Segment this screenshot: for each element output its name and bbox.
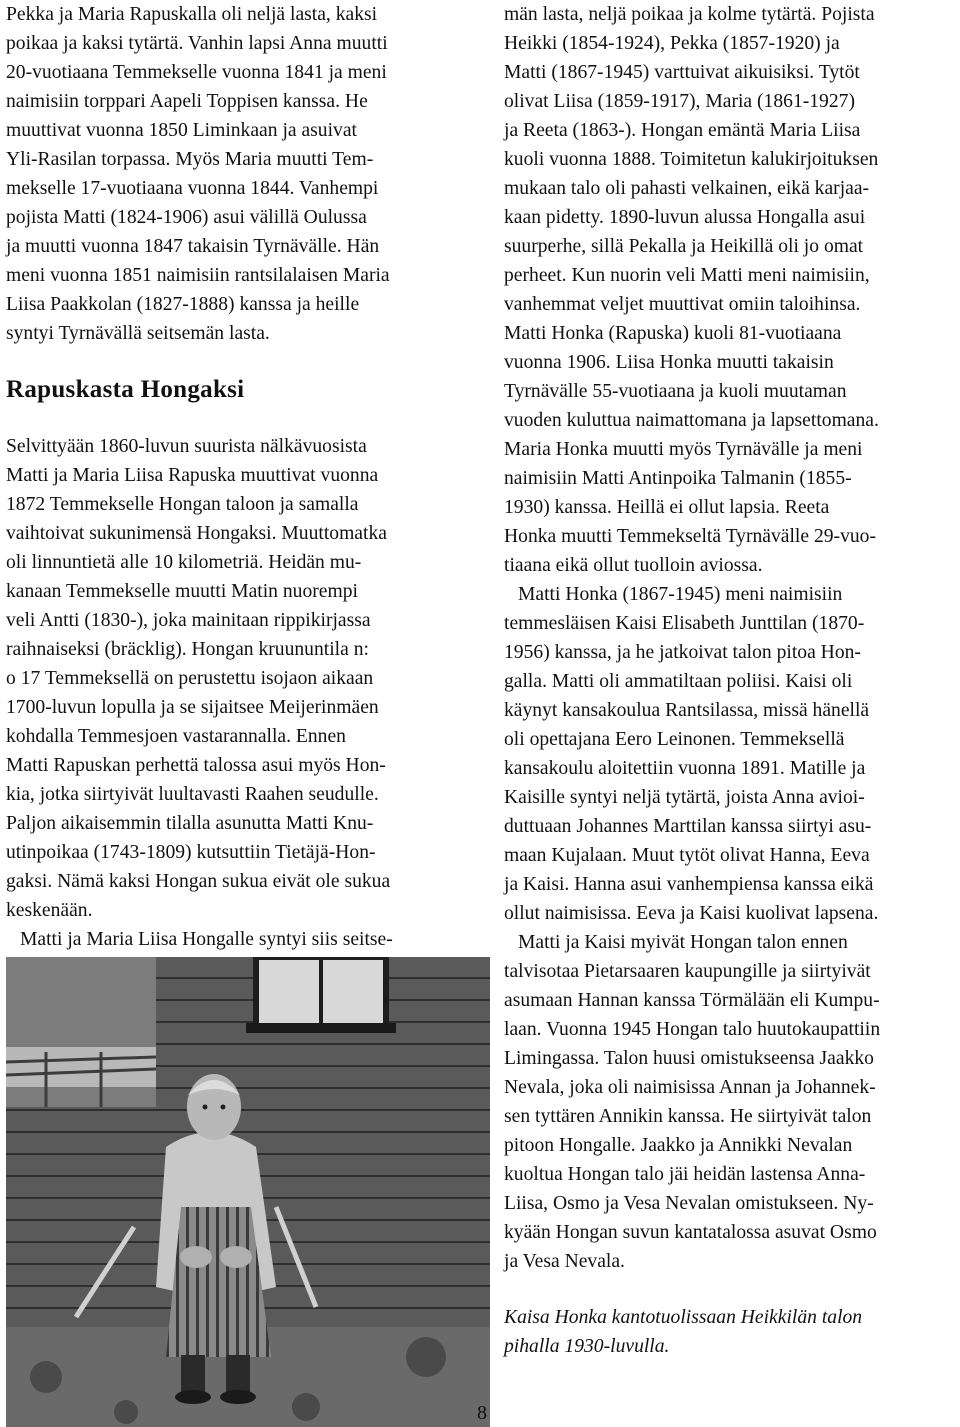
text-line: ja muutti vuonna 1847 takaisin Tyrnävälle. Hän xyxy=(6,236,380,257)
text-line: mukaan talo oli pahasti velkainen, eikä karjaa- xyxy=(504,178,870,199)
text-line: o 17 Temmeksellä on perustettu isojaon aikaan xyxy=(6,668,374,689)
text-line: 1700-luvun lopulla ja se sijaitsee Meijerinmäen xyxy=(6,697,379,718)
text-line: sen tyttären Annikin kanssa. He siirtyivät talon xyxy=(504,1106,872,1127)
text-line: mekselle 17-vuotiaana vuonna 1844. Vanhempi xyxy=(6,178,379,199)
text-line: Liisa Paakkolan (1827-1888) kanssa ja heille xyxy=(6,294,360,315)
text-line: vuoden kuluttua naimattomana ja lapsettomana. xyxy=(504,410,879,431)
text-line: duttuaan Johannes Marttilan kanssa siirtyi asu- xyxy=(504,816,872,837)
text-line: pojista Matti (1824-1906) asui välillä Oulussa xyxy=(6,207,367,228)
intro-paragraph xyxy=(6,0,476,348)
photo-caption xyxy=(504,1303,956,1361)
text-line: utinpoikaa (1743-1809) kutsuttiin Tietäjä-Hon- xyxy=(6,842,376,863)
text-line: kanaan Temmekselle muutti Matin nuorempi xyxy=(6,581,358,602)
text-line: ja Vesa Nevala. xyxy=(504,1251,625,1272)
text-line: kia, jotka siirtyivät luultavasti Raahen seudulle. xyxy=(6,784,379,805)
text-line: laan. Vuonna 1945 Hongan talo huutokaupattiin xyxy=(504,1019,881,1040)
text-line: galla. Matti oli ammatiltaan poliisi. Kaisi oli xyxy=(504,671,853,692)
text-line: 1872 Temmekselle Hongan taloon ja samalla xyxy=(6,494,359,515)
text-line: tiaana eikä ollut tuolloin aviossa. xyxy=(504,555,763,576)
text-line: 20-vuotiaana Temmekselle vuonna 1841 ja meni xyxy=(6,62,387,83)
text-line: 1956) kanssa, ja he jatkoivat talon pitoa Hon- xyxy=(504,642,861,663)
text-line: ollut naimisissa. Eeva ja Kaisi kuolivat lapsena. xyxy=(504,903,879,924)
text-line: Matti ja Maria Liisa Rapuska muuttivat vuonna xyxy=(6,465,379,486)
text-line: 1930) kanssa. Heillä ei ollut lapsia. Reeta xyxy=(504,497,830,518)
text-line: meni vuonna 1851 naimisiin rantsilalaisen Maria xyxy=(6,265,390,286)
text-line: Honka muutti Temmekseltä Tyrnävälle 29-vuo- xyxy=(504,526,876,547)
text-line: Kaisille syntyi neljä tytärtä, joista Anna avioi- xyxy=(504,787,865,808)
text-line: Matti Rapuskan perhettä talossa asui myös Hon- xyxy=(6,755,386,776)
text-line: perheet. Kun nuorin veli Matti meni naimisiin, xyxy=(504,265,870,286)
text-line: suurperhe, sillä Pekalla ja Heikillä oli jo omat xyxy=(504,236,864,257)
text-line: kuoli vuonna 1888. Toimitetun kalukirjoituksen xyxy=(504,149,879,170)
text-line: kyään Hongan suvun kantatalossa asuvat Osmo xyxy=(504,1222,877,1243)
text-line: muuttivat vuonna 1850 Liminkaan ja asuivat xyxy=(6,120,357,141)
right-column xyxy=(504,0,956,1276)
text-line: Selvittyään 1860-luvun suurista nälkävuosista xyxy=(6,436,367,457)
text-line: Matti (1867-1945) varttuivat aikuisiksi. Tytöt xyxy=(504,62,860,83)
text-line: Tyrnävälle 55-vuotiaana ja kuoli muutaman xyxy=(504,381,847,402)
text-line: vanhemmat veljet muuttivat omiin taloihinsa. xyxy=(504,294,861,315)
text-line: poikaa ja kaksi tytärtä. Vanhin lapsi Anna muutti xyxy=(6,33,388,54)
text-line: gaksi. Nämä kaksi Hongan sukua eivät ole sukua xyxy=(6,871,391,892)
text-line: olivat Liisa (1859-1917), Maria (1861-1927) xyxy=(504,91,855,112)
text-line: kaan pidetty. 1890-luvun alussa Hongalla asui xyxy=(504,207,866,228)
page-number: 8 xyxy=(477,1402,487,1424)
text-line: ja Reeta (1863-). Hongan emäntä Maria Liisa xyxy=(504,120,861,141)
text-line: veli Antti (1830-), joka mainitaan rippikirjassa xyxy=(6,610,371,631)
text-line: män lasta, neljä poikaa ja kolme tytärtä. Pojista xyxy=(504,4,875,25)
section-paragraph xyxy=(6,432,476,925)
text-line: oli linnuntietä alle 10 kilometriä. Heidän mu- xyxy=(6,552,362,573)
text-line: Paljon aikaisemmin tilalla asunutta Matti Knu- xyxy=(6,813,374,834)
text-line: kohdalla Temmesjoen vastarannalla. Ennen xyxy=(6,726,346,747)
text-line: raihnaiseksi (bräcklig). Hongan kruununtila n: xyxy=(6,639,369,660)
text-line: Maria Honka muutti myös Tyrnävälle ja meni xyxy=(504,439,863,460)
text-line: syntyi Tyrnävällä seitsemän lasta. xyxy=(6,323,270,344)
paragraph-3 xyxy=(504,928,956,1276)
text-line: ja Kaisi. Hanna asui vanhempiensa kanssa eikä xyxy=(504,874,874,895)
text-line: Matti ja Kaisi myivät Hongan talon ennen xyxy=(518,932,848,953)
caption-line: Kaisa Honka kantotuolissaan Heikkilän talon xyxy=(504,1307,863,1328)
text-line: pitoon Hongalle. Jaakko ja Annikki Nevalan xyxy=(504,1135,853,1156)
text-line: talvisotaa Pietarsaaren kaupungille ja siirtyivät xyxy=(504,961,871,982)
text-line: oli opettajana Eero Leinonen. Temmeksellä xyxy=(504,729,845,750)
text-line: käynyt kansakoulua Rantsilassa, missä hänellä xyxy=(504,700,870,721)
text-line: temmesläisen Kaisi Elisabeth Junttilan (1870- xyxy=(504,613,865,634)
paragraph-2 xyxy=(504,580,956,928)
text-line: kuoltua Hongan talo jäi heidän lastensa Anna- xyxy=(504,1164,866,1185)
left-column xyxy=(6,0,476,954)
text-line: Nevala, joka oli naimisissa Annan ja Johannek- xyxy=(504,1077,876,1098)
text-line: kansakoulu aloitettiin vuonna 1891. Matille ja xyxy=(504,758,866,779)
section-heading: Rapuskasta Hongaksi xyxy=(6,376,245,403)
text-line: naimisiin Matti Antinpoika Talmanin (1855- xyxy=(504,468,852,489)
text-line: Matti Honka (Rapuska) kuoli 81-vuotiaana xyxy=(504,323,842,344)
paragraph-1 xyxy=(504,0,956,580)
text-line: asumaan Hannan kanssa Törmälään eli Kumpu- xyxy=(504,990,880,1011)
text-line: keskenään. xyxy=(6,900,93,921)
text-line: Matti Honka (1867-1945) meni naimisiin xyxy=(518,584,843,605)
text-line: Heikki (1854-1924), Pekka (1857-1920) ja xyxy=(504,33,840,54)
text-line: Liisa, Osmo ja Vesa Nevalan omistukseen. Ny- xyxy=(504,1193,874,1214)
text-line: Limingassa. Talon huusi omistukseensa Jaakko xyxy=(504,1048,874,1069)
text-line: vuonna 1906. Liisa Honka muutti takaisin xyxy=(504,352,834,373)
text-line: Yli-Rasilan torpassa. Myös Maria muutti Tem- xyxy=(6,149,374,170)
archive-photo xyxy=(6,957,490,1427)
text-line: vaihtoivat sukunimensä Hongaksi. Muuttomatka xyxy=(6,523,387,544)
text-line: maan Kujalaan. Muut tytöt olivat Hanna, Eeva xyxy=(504,845,870,866)
caption-line: pihalla 1930-luvulla. xyxy=(504,1336,670,1357)
text-line: Pekka ja Maria Rapuskalla oli neljä lasta, kaksi xyxy=(6,4,378,25)
text-line: Matti ja Maria Liisa Hongalle syntyi siis seitse- xyxy=(20,929,393,950)
text-line: naimisiin torppari Aapeli Toppisen kanssa. He xyxy=(6,91,368,112)
